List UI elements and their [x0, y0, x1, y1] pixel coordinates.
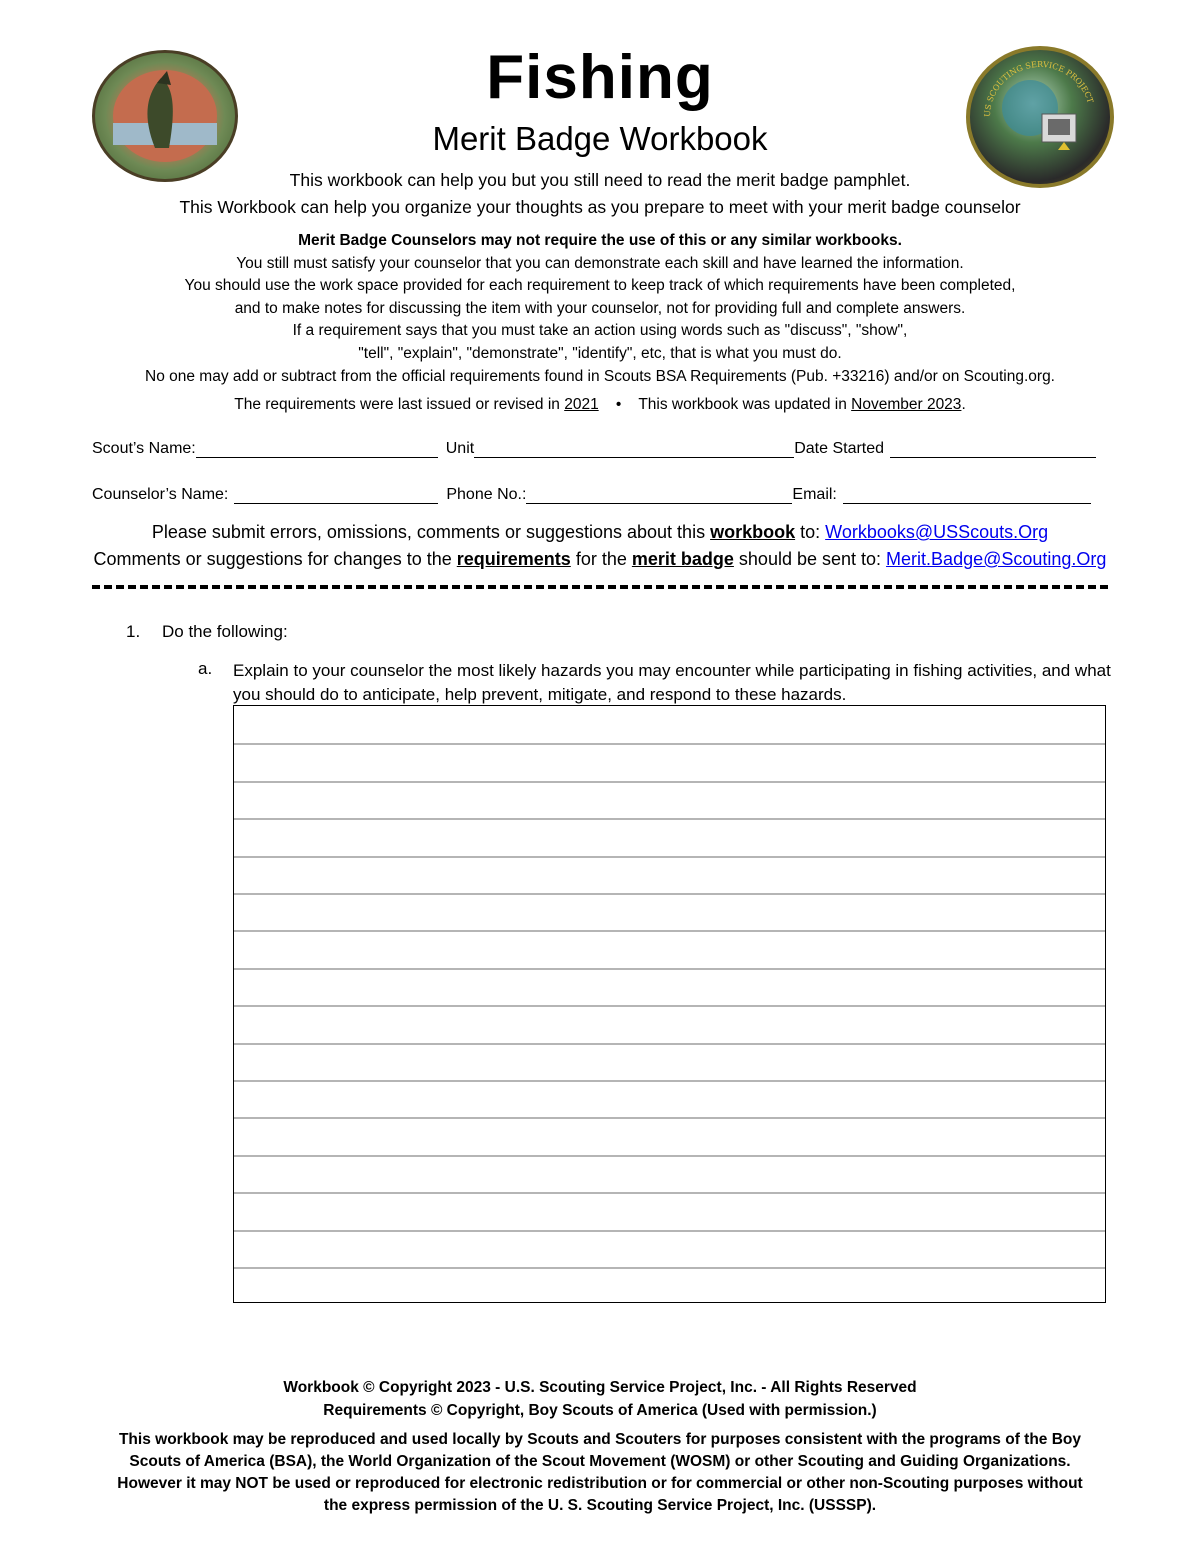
ruled-line	[234, 743, 1105, 745]
scout-name-field[interactable]	[196, 443, 438, 458]
ruled-line	[234, 781, 1105, 783]
sub-requirement-letter: a.	[198, 659, 213, 678]
intro-line-1: This workbook can help you but you still need to read the merit badge pamphlet.	[289, 170, 911, 190]
bullet-separator: •	[615, 396, 622, 413]
notice-line: You should use the work space provided for each requirement to keep track of which requirements have been completed,	[184, 277, 1016, 294]
section-divider	[92, 585, 1108, 593]
ruled-line	[234, 1267, 1105, 1269]
ruled-line	[234, 893, 1105, 895]
unit-label: Unit	[445, 440, 475, 457]
answer-area[interactable]	[233, 705, 1106, 1303]
workbook-email-link[interactable]: Workbooks@USScouts.Org	[825, 522, 1049, 542]
footer-permission-line: This workbook may be reproduced and used locally by Scouts and Scouters for purposes consistent with the programs of the Boy	[118, 1431, 1082, 1448]
submit-line-2-prefix: Comments or suggestions for changes to the	[93, 549, 452, 569]
submit-line-1-bold: workbook	[710, 522, 796, 542]
date-started-field[interactable]	[890, 443, 1096, 458]
ruled-line	[234, 930, 1105, 932]
scout-name-label: Scout’s Name:	[92, 440, 196, 457]
footer-permission-line: However it may NOT be used or reproduced for electronic redistribution or for commercial or other non-Scouting purposes without	[117, 1475, 1083, 1492]
sub-requirement-text: Explain to your counselor the most likely hazards you may encounter while participating in fishing activities, and what you should do to anticipate, help prevent, mitigate, and respond to these hazards.	[233, 661, 1111, 704]
footer-copyright-1: Workbook © Copyright 2023 - U.S. Scouting Service Project, Inc. - All Rights Reserved	[283, 1379, 917, 1396]
merit-badge-email-link[interactable]: Merit.Badge@Scouting.Org	[886, 549, 1107, 569]
footer-copyright-2: Requirements © Copyright, Boy Scouts of America (Used with permission.)	[323, 1402, 877, 1419]
notice-line: You still must satisfy your counselor that you can demonstrate each skill and have learned the information.	[236, 255, 964, 272]
notice-line: and to make notes for discussing the item with your counselor, not for providing full and complete answers.	[234, 300, 966, 317]
ruled-line	[234, 1080, 1105, 1082]
submit-line-2-mid: for the	[575, 549, 627, 569]
ruled-line	[234, 818, 1105, 820]
ruled-line	[234, 1230, 1105, 1232]
submit-line-1-prefix: Please submit errors, omissions, comments or suggestions about this	[151, 522, 706, 542]
notice-line: If a requirement says that you must take an action using words such as "discuss", "show",	[292, 322, 908, 339]
requirement-text: Do the following:	[162, 622, 288, 641]
ruled-line	[234, 1043, 1105, 1045]
email-field[interactable]	[843, 489, 1091, 504]
revision-line	[0, 396, 1200, 414]
submit-line-2-bold-merit-badge: merit badge	[631, 549, 734, 569]
revised-prefix: The requirements were last issued or revised in	[234, 396, 560, 413]
notice-line: "tell", "explain", "demonstrate", "identify", etc, that is what you must do.	[358, 345, 842, 362]
page-title: Fishing	[486, 43, 714, 112]
counselor-name-field[interactable]	[234, 489, 438, 504]
footer-permission-line: Scouts of America (BSA), the World Organization of the Scout Movement (WOSM) or other Scouting and Guiding Organizations.	[129, 1453, 1071, 1470]
ruled-line	[234, 856, 1105, 858]
form-row-scout	[92, 440, 1100, 458]
ruled-line	[234, 968, 1105, 970]
submit-line-1-to: to:	[800, 522, 821, 542]
email-label: Email:	[792, 486, 837, 503]
ruled-line	[234, 1155, 1105, 1157]
date-started-label: Date Started	[794, 440, 885, 457]
notice-heading: Merit Badge Counselors may not require the use of this or any similar workbooks.	[298, 232, 902, 249]
ruled-line	[234, 1192, 1105, 1194]
submit-line-2-bold-requirements: requirements	[456, 549, 571, 569]
requirement-number: 1.	[126, 622, 141, 641]
counselor-name-label: Counselor’s Name:	[92, 486, 229, 503]
updated-prefix: This workbook was updated in	[638, 396, 847, 413]
form-row-counselor	[92, 486, 1100, 504]
submit-line-2	[0, 549, 1200, 570]
ruled-line	[234, 1117, 1105, 1119]
submit-line-1	[0, 522, 1200, 543]
logo-right-text: US SCOUTING SERVICE PROJECT	[982, 60, 1095, 118]
updated-suffix: .	[961, 396, 966, 413]
updated-date: November 2023	[851, 396, 962, 413]
revised-year: 2021	[564, 396, 599, 413]
intro-line-2: This Workbook can help you organize your thoughts as you prepare to meet with your merit badge counselor	[179, 197, 1021, 217]
ruled-line	[234, 1005, 1105, 1007]
page-subtitle: Merit Badge Workbook	[432, 120, 768, 157]
notice-line: No one may add or subtract from the official requirements found in Scouts BSA Requirements (Pub. +33216) and/or on Scouting.org.	[145, 368, 1055, 385]
phone-label: Phone No.:	[446, 486, 527, 503]
unit-field[interactable]	[474, 443, 794, 458]
phone-field[interactable]	[526, 489, 792, 504]
footer-permission-line: the express permission of the U. S. Scouting Service Project, Inc. (USSSP).	[323, 1497, 877, 1514]
submit-line-2-suffix: should be sent to:	[738, 549, 882, 569]
